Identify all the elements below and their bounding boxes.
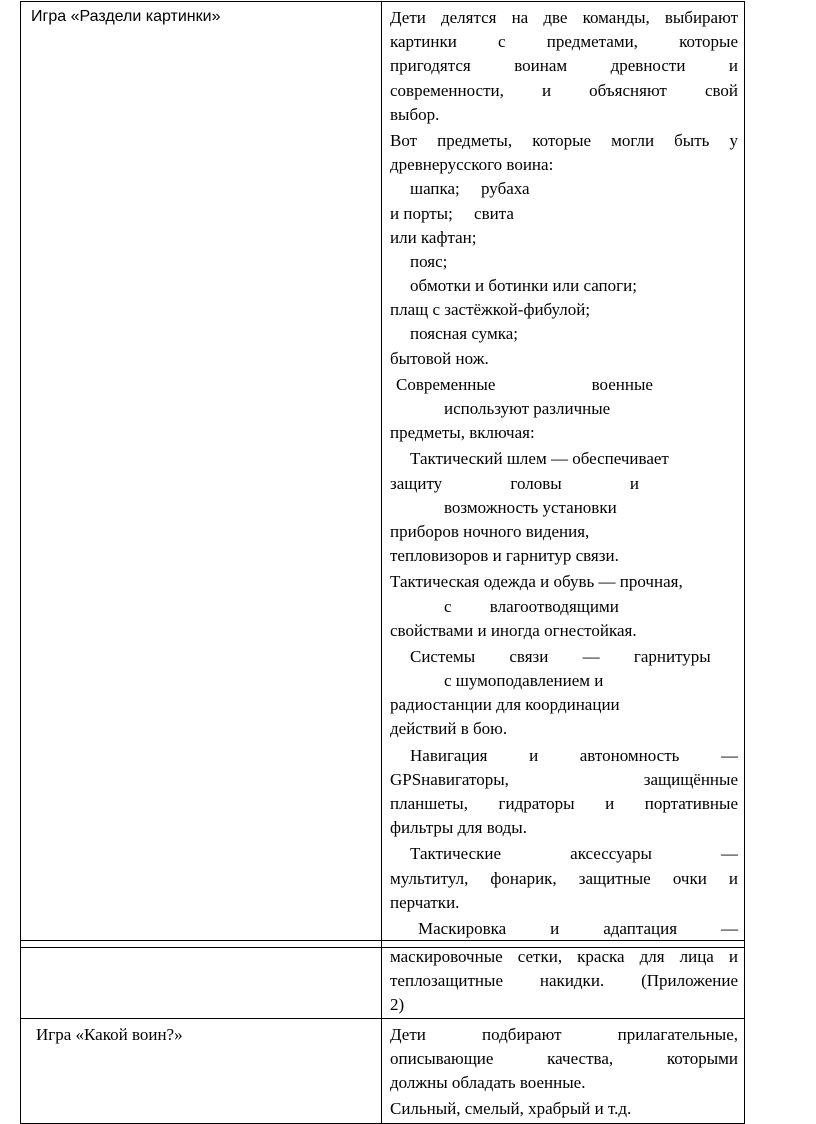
table-row — [21, 941, 745, 1019]
text-line: современности, и объясняют свой — [390, 80, 738, 100]
text-line: бытовой нож. — [390, 348, 489, 368]
game-description — [382, 2, 744, 947]
text-line: планшеты, гидраторы и портативные — [390, 794, 738, 813]
text-line: Тактическая одежда и обувь — прочная, — [390, 572, 683, 592]
text-line: Вот предметы, которые могли быть у — [390, 130, 738, 150]
text-line: Дети делятся на две команды, выбирают — [390, 8, 738, 27]
text-line: поясная сумка; — [410, 324, 518, 344]
text-line: Тактический шлем — обеспечивает — [410, 449, 669, 469]
table-row — [21, 2, 745, 948]
text-line: возможность установки — [444, 497, 617, 517]
game-title-cell — [21, 2, 382, 948]
empty-title-cell — [21, 941, 382, 1019]
game-description — [382, 1019, 744, 1124]
text-line: Системы связи — гарнитуры — [410, 646, 711, 666]
text-line: и порты; свита — [390, 203, 514, 223]
text-line: выбор. — [390, 104, 440, 124]
activities-table-part2 — [20, 940, 745, 1124]
text-line: картинки с предметами, которые — [390, 32, 738, 52]
activities-table-part1 — [20, 1, 745, 948]
text-line: перчатки. — [390, 892, 460, 912]
text-line: плащ с застёжкой-фибулой; — [390, 300, 591, 320]
text-line: описывающие качества, которыми — [390, 1048, 738, 1068]
continued-description-cell — [382, 941, 745, 1019]
text-line: древнерусского воина: — [390, 155, 554, 175]
text-line: приборов ночного видения, — [390, 521, 590, 541]
text-line: маскировочные сетки, краска для лица и — [390, 947, 738, 966]
text-line: радиостанции для координации — [390, 695, 620, 715]
text-line: должны обладать военные. — [390, 1072, 586, 1092]
game-title: Игра «Раздели картинки» — [31, 8, 221, 25]
text-line: или кафтан; — [390, 227, 477, 247]
game-description-cell — [382, 1018, 745, 1124]
text-line: Современные военные — [396, 374, 653, 394]
text-line: теплозащитные накидки. (Приложение — [390, 971, 738, 991]
text-line: с влагоотводящими — [444, 596, 619, 616]
text-line: 2) — [390, 995, 405, 1015]
table-row — [21, 1018, 745, 1124]
text-line: Тактические аксессуары — — [410, 844, 738, 864]
text-line: Навигация и автономность — — [410, 745, 738, 765]
text-line: Дети подбирают прилагательные, — [390, 1024, 738, 1044]
text-line: Маскировка и адаптация — — [418, 918, 738, 938]
text-line: пригодятся воинам древности и — [390, 56, 738, 76]
text-line: тепловизоров и гарнитур связи. — [390, 546, 619, 566]
text-line: Сильный, смелый, храбрый и т.д. — [390, 1099, 632, 1119]
text-line: защиту головы и — [390, 473, 640, 493]
text-line: предметы, включая: — [390, 423, 535, 443]
text-line: мультитул, фонарик, защитные очки и — [390, 868, 738, 888]
continued-description — [382, 941, 744, 1018]
text-line: фильтры для воды. — [390, 818, 527, 838]
text-line: с шумоподавлением и — [444, 671, 604, 691]
game-title: Игра «Какой воин?» — [36, 1024, 183, 1044]
text-line: действий в бою. — [390, 719, 508, 739]
text-line: пояс; — [410, 251, 448, 271]
game-title-cell — [21, 1018, 382, 1124]
game-description-cell — [382, 2, 745, 948]
text-line: шапка; рубаха — [410, 179, 530, 199]
text-line: обмотки и ботинки или сапоги; — [410, 276, 637, 296]
text-line: используют различные — [444, 399, 611, 418]
text-line: свойствами и иногда огнестойкая. — [390, 620, 637, 640]
text-line: GPSнавигаторы, защищённые — [390, 769, 738, 789]
